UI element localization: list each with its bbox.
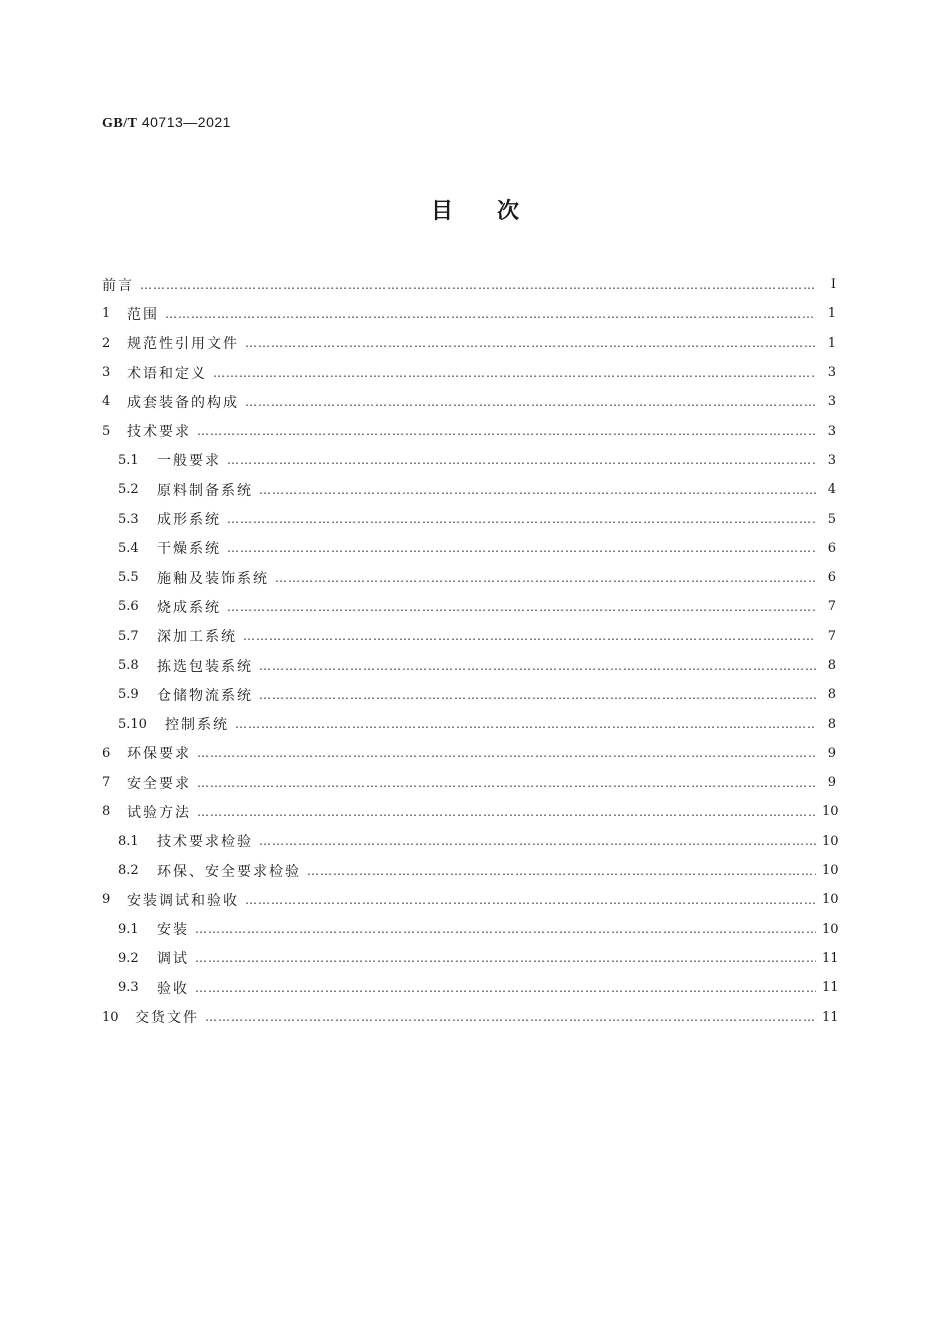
toc-entry-label: 验收 xyxy=(157,980,189,997)
toc-entry-2[interactable] xyxy=(102,329,836,358)
toc-page-number: 1 xyxy=(827,306,836,322)
toc-leader xyxy=(195,981,816,995)
toc-leader xyxy=(165,307,816,321)
toc-entry-number: 8.2 xyxy=(118,863,139,879)
toc-page-number: 7 xyxy=(827,628,836,644)
toc-page-number: 3 xyxy=(827,365,836,381)
toc-page-number: 10 xyxy=(822,804,839,820)
toc-entry-number: 7 xyxy=(102,775,111,791)
toc-leader xyxy=(245,395,816,409)
toc-entry-8-1[interactable] xyxy=(102,827,839,856)
toc-page-number: 5 xyxy=(827,511,836,527)
toc-page-number: 1 xyxy=(827,335,836,351)
toc-page-number: 7 xyxy=(827,599,836,615)
toc-entry-label: 环保、安全要求检验 xyxy=(157,863,301,880)
toc-entry-5-9[interactable] xyxy=(102,680,836,709)
toc-entry-label: 安全要求 xyxy=(127,775,191,792)
toc-entry-number: 3 xyxy=(102,365,111,381)
toc-entry-label: 深加工系统 xyxy=(157,629,237,646)
toc-entry-number: 9.2 xyxy=(118,950,139,966)
toc-page-number: 4 xyxy=(827,482,836,498)
toc-entry-5-6[interactable] xyxy=(102,592,836,621)
toc-page-number: 8 xyxy=(827,716,836,732)
toc-page-number: 11 xyxy=(822,950,839,966)
toc-entry-preface[interactable] xyxy=(102,270,836,299)
toc-entry-number: 6 xyxy=(102,745,111,761)
toc-entry-number: 9.3 xyxy=(118,980,139,996)
toc-entry-5-2[interactable] xyxy=(102,475,836,504)
toc-entry-label: 调试 xyxy=(157,951,189,968)
toc-entry-number: 5.7 xyxy=(118,628,139,644)
toc-entry-10[interactable] xyxy=(102,1002,839,1031)
toc-leader xyxy=(197,746,816,760)
toc-leader xyxy=(197,424,816,438)
toc-entry-label: 施釉及装饰系统 xyxy=(157,570,269,587)
toc-page-number: 11 xyxy=(822,1009,839,1025)
standard-code xyxy=(102,114,231,132)
toc-entry-number: 2 xyxy=(102,335,111,351)
toc-entry-5-10[interactable] xyxy=(102,709,836,738)
page-title xyxy=(0,194,950,225)
toc-entry-5-5[interactable] xyxy=(102,563,836,592)
toc-leader xyxy=(243,629,816,643)
toc-entry-5-1[interactable] xyxy=(102,446,836,475)
toc-entry-number: 5.9 xyxy=(118,687,139,703)
toc-entry-number: 5.3 xyxy=(118,511,139,527)
toc-entry-5-3[interactable] xyxy=(102,504,836,533)
toc-entry-5-8[interactable] xyxy=(102,651,836,680)
toc-entry-label: 成形系统 xyxy=(157,512,221,529)
toc-entry-label: 交货文件 xyxy=(135,1010,199,1027)
toc-entry-number: 9 xyxy=(102,892,111,908)
toc-entry-label: 安装调试和验收 xyxy=(127,892,239,909)
toc-leader xyxy=(227,541,816,555)
toc-entry-number: 5.6 xyxy=(118,599,139,615)
toc-page-number: 10 xyxy=(822,833,839,849)
toc-entry-number: 5.10 xyxy=(118,716,147,732)
toc-entry-number: 5.2 xyxy=(118,482,139,498)
toc-entry-number: 9.1 xyxy=(118,921,139,937)
toc-leader xyxy=(259,483,816,497)
toc-page-number: 8 xyxy=(827,687,836,703)
toc-page-number: 3 xyxy=(827,452,836,468)
toc-entry-number: 10 xyxy=(102,1009,119,1025)
toc-entry-label: 控制系统 xyxy=(165,717,229,734)
toc-entry-1[interactable] xyxy=(102,299,836,328)
toc-entry-8[interactable] xyxy=(102,797,839,826)
toc-entry-7[interactable] xyxy=(102,768,836,797)
toc-page-number: 10 xyxy=(822,921,839,937)
toc-entry-label: 技术要求检验 xyxy=(157,834,253,851)
toc-leader xyxy=(307,864,816,878)
toc-entry-9-2[interactable] xyxy=(102,944,839,973)
toc-page-number: 9 xyxy=(827,745,836,761)
toc-entry-label: 原料制备系统 xyxy=(157,482,253,499)
toc-entry-9-1[interactable] xyxy=(102,915,839,944)
toc-entry-number: 4 xyxy=(102,394,111,410)
title-char-2: 次 xyxy=(497,199,520,224)
toc-leader xyxy=(245,893,816,907)
toc-page-number: 3 xyxy=(827,394,836,410)
toc-entry-number: 5 xyxy=(102,423,111,439)
toc-page-number: 8 xyxy=(827,658,836,673)
toc-entry-label: 试验方法 xyxy=(127,804,191,821)
toc-leader xyxy=(205,1010,816,1024)
toc-entry-label: 干燥系统 xyxy=(157,541,221,558)
toc-entry-number: 8 xyxy=(102,804,111,820)
toc-leader xyxy=(259,688,816,702)
toc-page-number: 11 xyxy=(822,980,839,996)
toc-entry-number: 5.8 xyxy=(118,658,139,673)
toc-leader xyxy=(195,922,816,936)
toc-leader xyxy=(227,600,816,614)
toc-leader xyxy=(275,571,816,585)
toc-entry-label: 规范性引用文件 xyxy=(127,336,239,353)
toc-entry-label: 烧成系统 xyxy=(157,599,221,616)
toc-page-number: 3 xyxy=(827,423,836,439)
toc-entry-8-2[interactable] xyxy=(102,856,839,885)
toc-leader xyxy=(259,834,816,848)
toc-entry-number: 5.1 xyxy=(118,452,139,468)
toc-page-number: 6 xyxy=(827,570,836,586)
toc-entry-label: 前言 xyxy=(102,277,134,294)
toc-page-number: Ⅰ xyxy=(830,277,836,293)
toc-entry-number: 5.4 xyxy=(118,540,139,556)
toc-entry-5[interactable] xyxy=(102,416,836,445)
toc-page-number: 9 xyxy=(827,775,836,791)
toc-entry-label: 技术要求 xyxy=(127,424,191,441)
toc-entry-label: 安装 xyxy=(157,922,189,939)
standard-number: 40713—2021 xyxy=(141,114,231,130)
toc-entry-label: 仓储物流系统 xyxy=(157,687,253,704)
toc-page-number: 10 xyxy=(822,892,839,908)
toc-leader xyxy=(227,453,816,467)
toc-entry-9-3[interactable] xyxy=(102,973,839,1002)
toc-entry-6[interactable] xyxy=(102,739,836,768)
toc-leader xyxy=(197,776,816,790)
toc-leader xyxy=(245,336,816,350)
toc-leader xyxy=(213,366,816,380)
toc-entry-3[interactable] xyxy=(102,358,836,387)
toc-page-number: 6 xyxy=(827,540,836,556)
title-char-1: 目 xyxy=(430,199,453,224)
toc-leader xyxy=(195,951,816,965)
toc-entry-4[interactable] xyxy=(102,387,836,416)
toc-entry-label: 术语和定义 xyxy=(127,365,207,382)
toc-entry-number: 8.1 xyxy=(118,833,139,849)
toc-entry-label: 成套装备的构成 xyxy=(127,394,239,411)
toc-entry-label: 一般要求 xyxy=(157,453,221,470)
toc-leader xyxy=(259,659,816,673)
toc-entry-9[interactable] xyxy=(102,885,839,914)
standard-prefix: GB/T xyxy=(102,116,138,131)
toc-leader xyxy=(197,805,816,819)
toc-entry-label: 环保要求 xyxy=(127,746,191,763)
toc-entry-number: 1 xyxy=(102,306,111,322)
toc-entry-5-7[interactable] xyxy=(102,622,836,651)
toc-leader xyxy=(235,717,816,731)
table-of-contents xyxy=(102,270,839,1032)
toc-leader xyxy=(227,512,816,526)
toc-entry-number: 5.5 xyxy=(118,570,139,586)
toc-leader xyxy=(140,278,816,292)
toc-page-number: 10 xyxy=(822,863,839,879)
toc-entry-5-4[interactable] xyxy=(102,534,836,563)
toc-entry-label: 拣选包装系统 xyxy=(157,658,253,675)
toc-entry-label: 范围 xyxy=(127,306,159,323)
